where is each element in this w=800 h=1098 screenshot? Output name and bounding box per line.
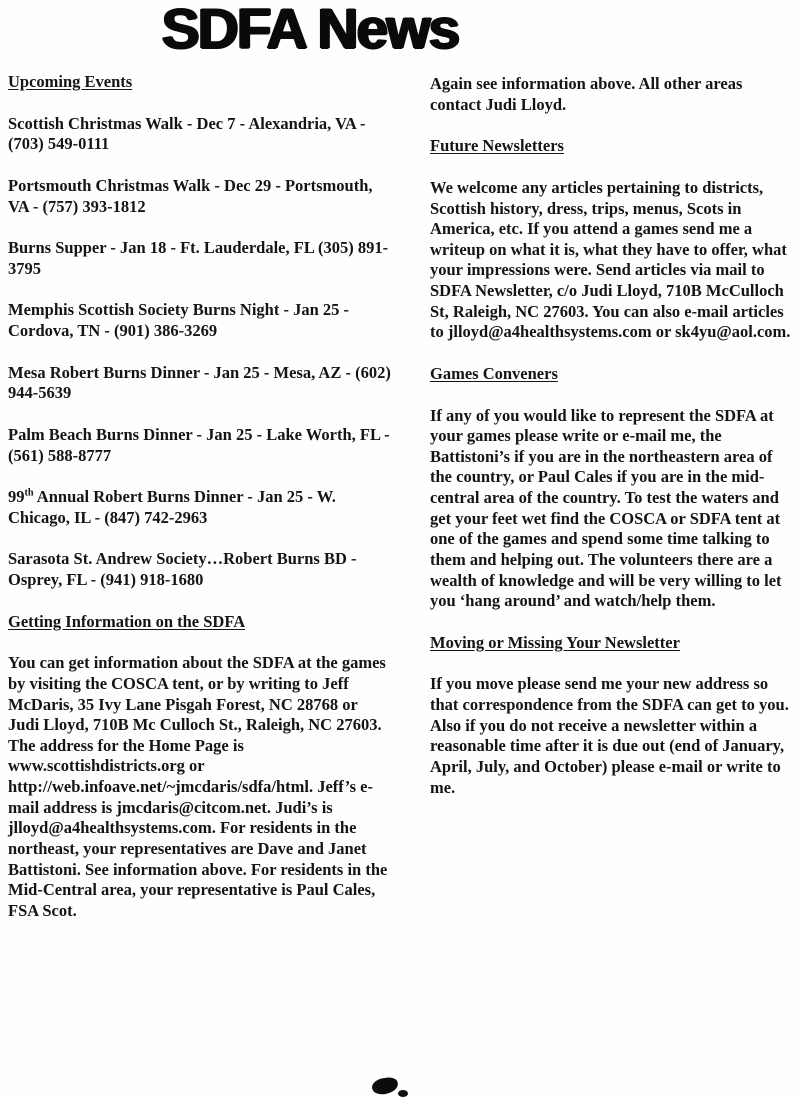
right-column <box>430 74 792 819</box>
event-item-memphis-burns-night: Memphis Scottish Society Burns Night - Jan 25 - Cordova, TN - (901) 386-3269 <box>8 300 350 340</box>
event-item-sarasota-burns-bd: Sarasota St. Andrew Society…Robert Burns BD - Osprey, FL - (941) 918-1680 <box>8 549 357 589</box>
left-column <box>8 72 392 942</box>
event-ordinal-rest: Annual Robert Burns Dinner - Jan 25 - W. Chicago, IL - (847) 742-2963 <box>8 487 336 527</box>
games-conveners-paragraph: If any of you would like to represent the SDFA at your games please write or e-mail me, the Battistoni’s if you are in the northeastern area of the country, or Paul Cales if you are in the mid-central area of the country. To test the waters and get your feet wet find the COSCA or SDFA tent at one of the games and spend some time talking to them and helping out. The volunteers there are a wealth of knowledge and will be very willing to let you ‘hang around’ and watch/help them. <box>430 405 782 611</box>
event-item-99th-annual-burns-dinner <box>8 487 392 528</box>
event-item-mesa-burns-dinner: Mesa Robert Burns Dinner - Jan 25 - Mesa, AZ - (602) 944-5639 <box>8 362 391 403</box>
section-heading-getting-information: Getting Information on the SDFA <box>8 611 246 631</box>
getting-information-paragraph: You can get information about the SDFA at the games by visiting the COSCA tent, or by writing to Jeff McDaris, 35 Ivy Lane Pisgah Forest, NC 28768 or Judi Lloyd, 710B Mc Culloch St., Raleigh, NC 27603. The address for the Home Page is www.scottishdistricts.org or http://web.infoave.net/~jmcdaris/sdfa/html. Jeff’s e-mail address is jmcdaris@citcom.net. Judi’s is jlloyd@a4healthsystems.com. For residents in the northeast, your representatives are Dave and Janet Battistoni. See information above. For residents in the Mid-Central area, your representative is Paul Cales, FSA Scot. <box>8 653 388 920</box>
section-heading-moving-or-missing: Moving or Missing Your Newsletter <box>430 632 680 652</box>
event-item-portsmouth-walk: Portsmouth Christmas Walk - Dec 29 - Portsmouth, VA - (757) 393-1812 <box>8 175 373 216</box>
scan-artifact-dot <box>398 1090 408 1097</box>
event-ordinal-base: 99 <box>8 487 25 507</box>
scan-artifact-blot <box>371 1076 399 1095</box>
event-item-palm-beach-burns-dinner: Palm Beach Burns Dinner - Jan 25 - Lake Worth, FL - (561) 588-8777 <box>8 424 390 465</box>
event-ordinal-suffix: th <box>24 487 34 499</box>
moving-or-missing-paragraph: If you move please send me your new address so that correspondence from the SDFA can get to you. Also if you do not receive a newsletter within a reasonable time after it is due out (end of January, April, July, and October) please e-mail or write to me. <box>430 674 789 797</box>
future-newsletters-paragraph: We welcome any articles pertaining to districts, Scottish history, dress, trips, menus, Scots in America, etc. If you attend a games send me a writeup on what it is, what they have to offer, what your impressions were. Send articles via mail to SDFA Newsletter, c/o Judi Lloyd, 710B McCulloch St, Raleigh, NC 27603. You can also e-mail articles to jlloyd@a4healthsystems.com or sk4yu@aol.com. <box>430 177 791 342</box>
event-item-burns-supper: Burns Supper - Jan 18 - Ft. Lauderdale, FL (305) 891-3795 <box>8 238 389 278</box>
newsletter-title: SDFA News <box>161 0 459 61</box>
right-intro-paragraph: Again see information above. All other areas contact Judi Lloyd. <box>430 74 743 114</box>
event-item-scottish-walk: Scottish Christmas Walk - Dec 7 - Alexandria, VA - (703) 549-0111 <box>8 113 366 154</box>
section-heading-future-newsletters: Future Newsletters <box>430 136 564 156</box>
section-heading-games-conveners: Games Conveners <box>430 363 558 383</box>
section-heading-upcoming-events: Upcoming Events <box>8 72 133 91</box>
